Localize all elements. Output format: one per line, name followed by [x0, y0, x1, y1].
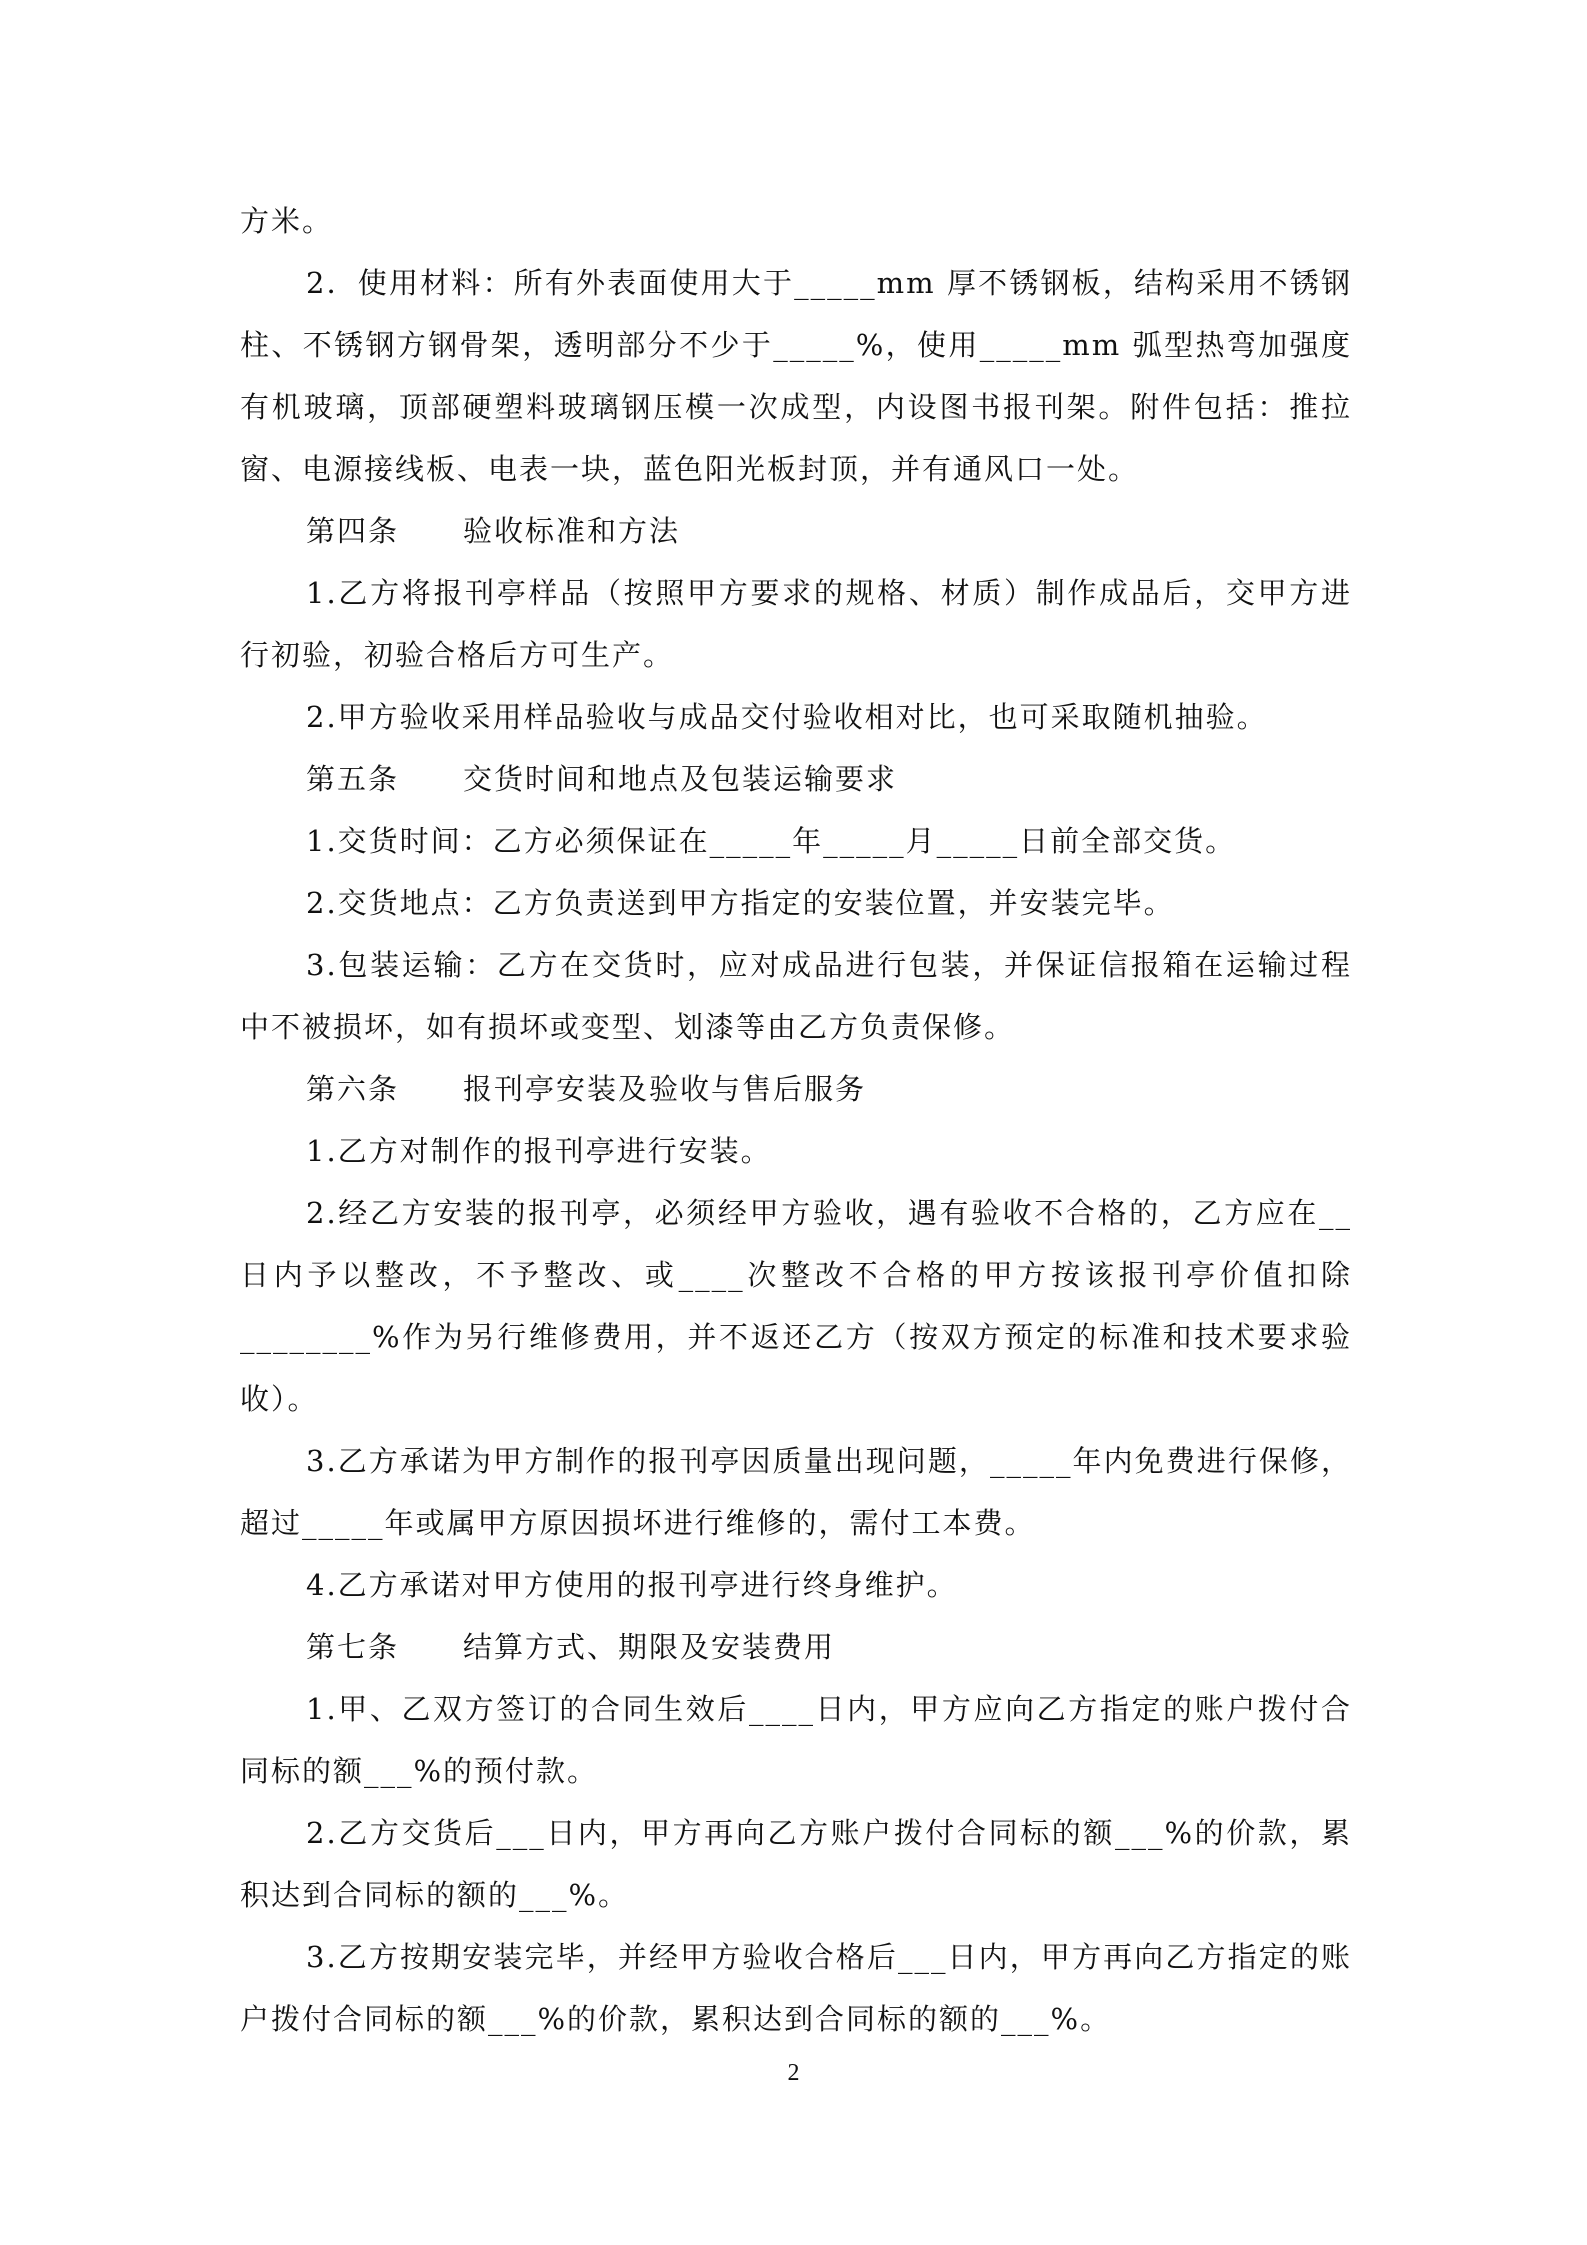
paragraph: 1.乙方对制作的报刊亭进行安装。 [306, 1134, 772, 1168]
article-heading-7 [240, 1616, 1352, 1678]
paragraph: 2.乙方交货后___日内，甲方再向乙方账户拨付合同标的额___%的价款，累积达到合同标的额的___%。 [240, 1816, 1352, 1912]
paragraph-materials: 2．使用材料：所有外表面使用大于_____mm 厚不锈钢板，结构采用不锈钢柱、不锈钢方钢骨架，透明部分不少于_____%，使用_____mm 弧型热弯加强度有机玻璃，顶部硬塑料玻璃钢压模一次成型，内设图书报刊架。附件包括：推拉窗、电源接线板、电表一块，蓝色阳光板封顶，并有通风口一处。 [240, 266, 1352, 486]
paragraph: 2.交货地点：乙方负责送到甲方指定的安装位置，并安装完毕。 [306, 886, 1175, 920]
article-title: 结算方式、期限及安装费用 [463, 1630, 836, 1664]
article-heading-6 [240, 1058, 1352, 1120]
article-title: 验收标准和方法 [463, 514, 681, 548]
article-heading-4 [240, 500, 1352, 562]
paragraph: 1.甲、乙双方签订的合同生效后____日内，甲方应向乙方指定的账户拨付合同标的额___%的预付款。 [240, 1692, 1352, 1788]
article-heading-5 [240, 748, 1352, 810]
paragraph: 4.乙方承诺对甲方使用的报刊亭进行终身维护。 [306, 1568, 958, 1602]
paragraph: 2.甲方验收采用样品验收与成品交付验收相对比，也可采取随机抽验。 [306, 700, 1268, 734]
article-number: 第四条 [306, 514, 400, 548]
article-number: 第六条 [306, 1072, 400, 1106]
paragraph-continued: 方米。 [240, 204, 334, 238]
paragraph: 3.乙方承诺为甲方制作的报刊亭因质量出现问题，_____年内免费进行保修，超过_____年或属甲方原因损坏进行维修的，需付工本费。 [240, 1444, 1352, 1540]
paragraph: 2.经乙方安装的报刊亭，必须经甲方验收，遇有验收不合格的，乙方应在__日内予以整改，不予整改、或____次整改不合格的甲方按该报刊亭价值扣除________%作为另行维修费用，并不返还乙方（按双方预定的标准和技术要求验收）。 [240, 1196, 1352, 1416]
page-number: 2 [787, 2060, 800, 2086]
paragraph: 3.包装运输：乙方在交货时，应对成品进行包装，并保证信报箱在运输过程中不被损坏，如有损坏或变型、划漆等由乙方负责保修。 [240, 948, 1352, 1044]
paragraph: 1.交货时间：乙方必须保证在_____年_____月_____日前全部交货。 [306, 824, 1237, 858]
paragraph: 1.乙方将报刊亭样品（按照甲方要求的规格、材质）制作成品后，交甲方进行初验，初验合格后方可生产。 [240, 576, 1352, 672]
article-title: 交货时间和地点及包装运输要求 [463, 762, 898, 796]
article-title: 报刊亭安装及验收与售后服务 [463, 1072, 867, 1106]
paragraph: 3.乙方按期安装完毕，并经甲方验收合格后___日内，甲方再向乙方指定的账户拨付合同标的额___%的价款，累积达到合同标的额的___%。 [240, 1940, 1352, 2036]
article-number: 第七条 [306, 1630, 400, 1664]
document-body [240, 190, 1352, 2050]
article-number: 第五条 [306, 762, 400, 796]
